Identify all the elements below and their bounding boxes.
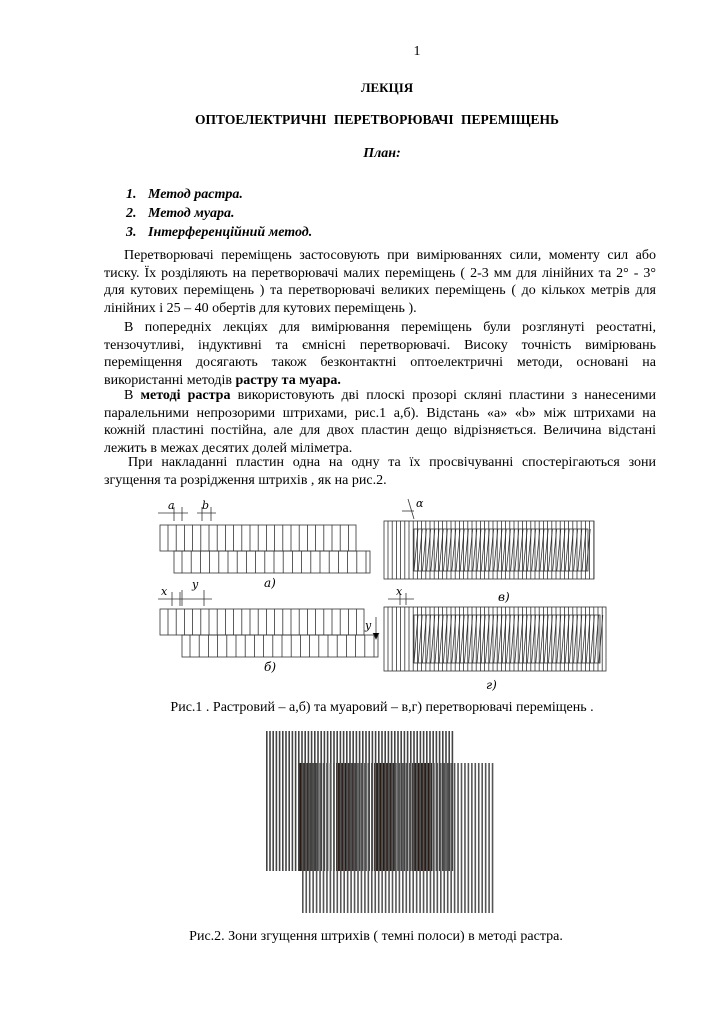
panel-a [160,525,370,573]
grating-line [323,763,325,913]
label-a: a [168,499,175,512]
grating-line [343,763,345,913]
grating-line [468,763,470,913]
panel-label-g: г) [486,678,497,692]
grating-line [485,763,487,913]
grating-line [471,763,473,913]
grating-line [433,763,435,913]
grating-line [326,763,328,913]
grating-line [397,731,399,871]
grating-line [378,763,380,913]
x-y-markers-g [373,593,414,639]
grating-line [488,763,490,913]
grating-line [419,763,421,913]
grating-line [404,731,406,871]
panel-label-b: б) [264,660,277,674]
grating-line [430,763,432,913]
grating-line [356,731,358,871]
grating-line [454,763,456,913]
grating-line [266,731,268,871]
grating-line [314,731,316,871]
grating-line [292,731,294,871]
alpha-marker [402,499,414,519]
grating-line [461,763,463,913]
grating-line [368,763,370,913]
grating-line [426,763,428,913]
panel-b [160,609,378,657]
panel-label-a: а) [264,576,276,590]
grating-line [402,763,404,913]
grating-line [385,763,387,913]
grating-line [288,731,290,871]
grating-line [395,763,397,913]
grating-line [475,763,477,913]
figure-1-diagram [152,495,610,695]
panel-label-v: в) [498,590,510,604]
grating-line [295,731,297,871]
grating-line [416,763,418,913]
grating-line [371,763,373,913]
grating-line [272,731,274,871]
grating-line [357,763,359,913]
grating-line [354,763,356,913]
plan-item: 1. Метод растра. [126,187,243,202]
plate-bottom [174,551,370,573]
grating-line [282,731,284,871]
grating-line [361,763,363,913]
grating-line [445,731,447,871]
grating-line [409,763,411,913]
grating-line [269,731,271,871]
plan-heading: План: [363,146,401,161]
grating-line [442,731,444,871]
grating-line [437,763,439,913]
label-alpha: α [416,497,424,510]
lecture-heading: ЛЕКЦІЯ [360,80,414,95]
label-b: b [202,499,210,512]
label-y-g: y [365,619,372,632]
grating-line [276,731,278,871]
grating-line [298,731,300,871]
grating-line [440,763,442,913]
grating-line [285,731,287,871]
grating-line [333,763,335,913]
plate-top [160,609,364,635]
label-y: y [192,578,199,591]
paragraph-overlay: При накладанні пластин одна на одну та їх просвічуванні спостерігаються зони згущення та розрідження штрихів , як на рис.2. [104,455,656,488]
figure-2-caption: Рис.2. Зони згущення штрихів ( темні полоси) в методі растра. [189,929,563,944]
grating-line [359,731,361,871]
label-x: x [161,585,168,598]
grating-line [478,763,480,913]
grating-line [443,763,445,913]
label-x-g: x [396,585,403,598]
grating-line [406,763,408,913]
grating-line [388,763,390,913]
panel-v [384,521,594,579]
plate-bottom [182,635,378,657]
grating-line [347,763,349,913]
grating-line [317,731,319,871]
paragraph-methods: В попередніх лекціях для вимірювання переміщень були розглянуті реостатні, тензочутливі, індуктивні та ємнісні перетворювачі. Високу точність вимірювань переміщення досягають також безконтактні оптоелектричні методи, основані на використанні методів растру та муара. [104,320,656,388]
grating-line [311,731,313,871]
grating-line [392,763,394,913]
grating-line [450,763,452,913]
plan-list [126,185,312,242]
grating-line [316,763,318,913]
grating-line [481,763,483,913]
plan-item: 2. Метод муара. [126,206,235,221]
grating-line [381,763,383,913]
grating-line [350,763,352,913]
grating-line [340,763,342,913]
grating-line [457,763,459,913]
grating-line [423,763,425,913]
grating-line [337,763,339,913]
page-number: 1 [413,44,421,59]
paragraph-intro: Перетворювачі переміщень застосовують при вимірюваннях сили, моменту сил або тиску. Їх розділяють на перетворювачі малих переміщень ( 2-3 мм для лінійних та 2° - 3° для кутових переміщень ) та перетворювачі великих переміщень ( до кількох метрів для лінійних і 25 – 40 обертів для кутових переміщень ). [104,248,656,316]
grating-line [309,763,311,913]
grating-line [312,763,314,913]
figure-1-caption: Рис.1 . Растровий – а,б) та муаровий – в,г) перетворювачі переміщень . [170,700,594,715]
grating-line [412,763,414,913]
grating-line [319,763,321,913]
dark-band [412,763,432,871]
grating-line [399,763,401,913]
grating-line [302,763,304,913]
paragraph-raster: В методі растра використовують дві плоскі прозорі скляні пластини з нанесеними паралельними непрозорими штрихами, рис.1 а,б). Відстань «а» «b» між штрихами на кожній пластині постійна, але для двох пластин дещо відрізняється. Величина відстані лежить в межах десятих долей міліметра. [104,388,656,456]
panel-g [384,607,606,671]
grating-line [279,731,281,871]
grating-line [364,763,366,913]
grating-line [447,763,449,913]
lecture-title: ОПТОЕЛЕКТРИЧНІ ПЕРЕТВОРЮВАЧІ ПЕРЕМІЩЕНЬ [195,112,559,127]
grating-line [305,763,307,913]
grating-line [400,731,402,871]
grating-line [374,763,376,913]
grating-line [492,763,494,913]
plan-item: 3. Інтерференційний метод. [126,225,313,240]
grating-line [448,731,450,871]
grating-line [330,763,332,913]
figure-2-moire [262,731,494,913]
grating-line [464,763,466,913]
